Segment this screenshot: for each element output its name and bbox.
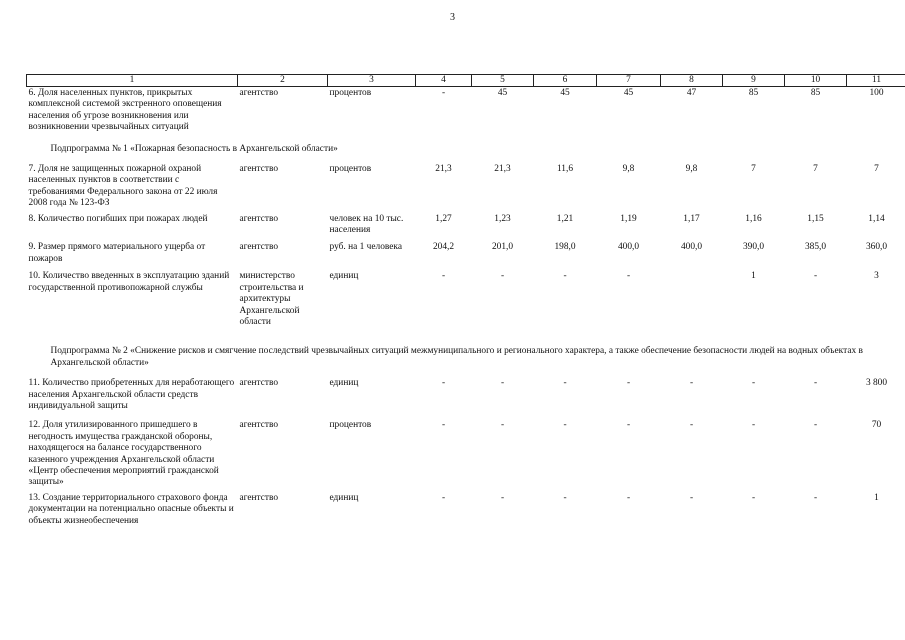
value-cell: 3 bbox=[874, 271, 879, 282]
column-number: 9 bbox=[723, 75, 785, 87]
value-cell: 1,23 bbox=[494, 213, 511, 224]
value-cell: - bbox=[500, 271, 505, 282]
subprogram-row bbox=[27, 342, 905, 378]
value-cell: 21,3 bbox=[494, 164, 511, 175]
value-cell: - bbox=[689, 492, 694, 503]
value-cell: - bbox=[441, 88, 446, 98]
indicator-name: 13. Создание территориального страхового фонда документации на потенциально опасные объекты и объекты жизнеобеспечения bbox=[28, 492, 234, 526]
executor: агентство bbox=[239, 213, 279, 224]
value-cell: - bbox=[441, 420, 446, 431]
value-cell: 1 bbox=[751, 271, 756, 282]
indicator-name: 10. Количество введенных в эксплуатацию зданий государственной противопожарной службы bbox=[28, 271, 230, 293]
value-cell: 201,0 bbox=[491, 242, 514, 253]
value-cell: 21,3 bbox=[435, 164, 452, 175]
unit: человек на 10 тыс. населения bbox=[329, 213, 404, 236]
table-row bbox=[27, 378, 905, 420]
column-number: 1 bbox=[27, 75, 238, 87]
value-cell: - bbox=[751, 378, 756, 389]
executor: агентство bbox=[239, 378, 279, 389]
executor: агентство bbox=[239, 242, 279, 253]
value-cell: 11,6 bbox=[556, 164, 574, 175]
column-number: 11 bbox=[847, 75, 905, 87]
table-row bbox=[27, 242, 905, 271]
value-cell: - bbox=[626, 271, 631, 282]
table-row bbox=[27, 493, 905, 531]
value-cell: - bbox=[563, 271, 567, 282]
value-cell: - bbox=[563, 378, 567, 389]
indicator-name: 8. Количество погибших при пожарах людей bbox=[28, 213, 208, 224]
value-cell: - bbox=[689, 420, 694, 431]
value-cell: 360,0 bbox=[865, 242, 888, 253]
value-cell: 1,15 bbox=[807, 213, 824, 224]
value-cell: - bbox=[626, 492, 631, 503]
table-header-row bbox=[27, 75, 905, 87]
value-cell: - bbox=[813, 271, 818, 282]
column-number: 2 bbox=[238, 75, 328, 87]
table-row bbox=[27, 164, 905, 214]
indicator-name: 11. Количество приобретенных для неработающего населения Архангельской области средств индивидуальной защиты bbox=[28, 378, 235, 411]
unit: процентов bbox=[329, 88, 372, 98]
column-number: 7 bbox=[597, 75, 661, 87]
indicator-name: 12. Доля утилизированного пришедшего в негодность имущества гражданской обороны, находящегося на балансе государственного казенного учреждения Архангельской области «Центр обеспечения мероприятий гражданской защиты» bbox=[28, 420, 219, 488]
executor: министерство строительства и архитектуры Архангельской области bbox=[239, 271, 304, 327]
indicator-name: 9. Размер прямого материального ущерба от пожаров bbox=[28, 242, 206, 264]
column-number: 5 bbox=[472, 75, 534, 87]
value-cell: 45 bbox=[623, 88, 634, 98]
subprogram-row bbox=[27, 140, 905, 164]
table-row bbox=[27, 87, 905, 140]
value-cell: - bbox=[751, 420, 756, 431]
value-cell: 1,21 bbox=[556, 213, 574, 224]
value-cell: 204,2 bbox=[432, 242, 455, 253]
value-cell: 9,8 bbox=[622, 164, 635, 175]
value-cell: 85 bbox=[748, 88, 759, 98]
indicator-name: 6. Доля населенных пунктов, прикрытых комплексной системой экстренного оповещения населения об угрозе возникновения или возникновении чрезвычайных ситуаций bbox=[28, 88, 222, 133]
value-cell: - bbox=[500, 492, 505, 503]
value-cell: - bbox=[441, 492, 446, 503]
column-number: 10 bbox=[785, 75, 847, 87]
value-cell: - bbox=[626, 420, 631, 431]
value-cell: 1,17 bbox=[683, 213, 700, 224]
unit: единиц bbox=[329, 378, 359, 389]
value-cell: 85 bbox=[810, 88, 821, 98]
value-cell: - bbox=[500, 378, 505, 389]
unit: процентов bbox=[329, 164, 372, 175]
column-number: 6 bbox=[534, 75, 597, 87]
indicator-name: 7. Доля не защищенных пожарной охраной населенных пунктов в соответствии с требованиями Федерального закона от 22 июля 2008 года № 123-ФЗ bbox=[28, 164, 218, 209]
value-cell: 9,8 bbox=[685, 164, 698, 175]
unit: руб. на 1 человека bbox=[329, 242, 402, 253]
value-cell: 198,0 bbox=[554, 242, 576, 253]
value-cell: - bbox=[813, 492, 818, 503]
unit: процентов bbox=[329, 420, 372, 431]
value-cell: 45 bbox=[497, 88, 508, 98]
value-cell bbox=[661, 271, 723, 342]
value-cell: - bbox=[563, 492, 567, 503]
value-cell: 70 bbox=[871, 420, 882, 431]
value-cell: 1,19 bbox=[620, 213, 637, 224]
value-cell: - bbox=[626, 378, 631, 389]
value-cell: 1,14 bbox=[868, 213, 885, 224]
value-cell: - bbox=[813, 378, 818, 389]
value-cell: 400,0 bbox=[680, 242, 703, 253]
value-cell: 400,0 bbox=[617, 242, 640, 253]
value-cell: - bbox=[813, 420, 818, 431]
table-row bbox=[27, 420, 905, 492]
unit: единиц bbox=[329, 271, 359, 282]
value-cell: 7 bbox=[751, 164, 756, 175]
value-cell: - bbox=[689, 378, 694, 389]
value-cell: - bbox=[751, 492, 756, 503]
value-cell: 1,27 bbox=[435, 213, 452, 224]
executor: агентство bbox=[239, 164, 279, 175]
value-cell: - bbox=[441, 378, 446, 389]
executor: агентство bbox=[239, 420, 279, 431]
column-number: 3 bbox=[328, 75, 416, 87]
column-number: 4 bbox=[416, 75, 472, 87]
value-cell: 3 800 bbox=[865, 378, 888, 389]
value-cell: - bbox=[563, 420, 567, 431]
value-cell: 100 bbox=[869, 88, 884, 98]
unit: единиц bbox=[329, 492, 359, 503]
subprogram-title: Подпрограмма № 2 «Снижение рисков и смягчение последствий чрезвычайных ситуаций межмуниципального и регионального характера, а также обеспечение безопасности людей на водных объектах в Архангельской области» bbox=[50, 346, 863, 368]
value-cell: 45 bbox=[560, 88, 570, 98]
value-cell: 7 bbox=[813, 164, 818, 175]
value-cell: - bbox=[500, 420, 505, 431]
executor: агентство bbox=[239, 492, 279, 503]
table-row bbox=[27, 271, 905, 342]
value-cell: - bbox=[441, 271, 446, 282]
value-cell: 390,0 bbox=[742, 242, 765, 253]
value-cell: 1,16 bbox=[745, 213, 762, 224]
subprogram-title: Подпрограмма № 1 «Пожарная безопасность в Архангельской области» bbox=[50, 143, 338, 154]
indicators-table bbox=[26, 74, 905, 531]
value-cell: 385,0 bbox=[804, 242, 827, 253]
value-cell: 1 bbox=[874, 492, 879, 503]
column-number: 8 bbox=[661, 75, 723, 87]
page-number: 3 bbox=[450, 12, 455, 23]
value-cell: 7 bbox=[874, 164, 879, 175]
value-cell: 47 bbox=[686, 88, 697, 98]
table-row bbox=[27, 214, 905, 243]
executor: агентство bbox=[239, 88, 279, 98]
